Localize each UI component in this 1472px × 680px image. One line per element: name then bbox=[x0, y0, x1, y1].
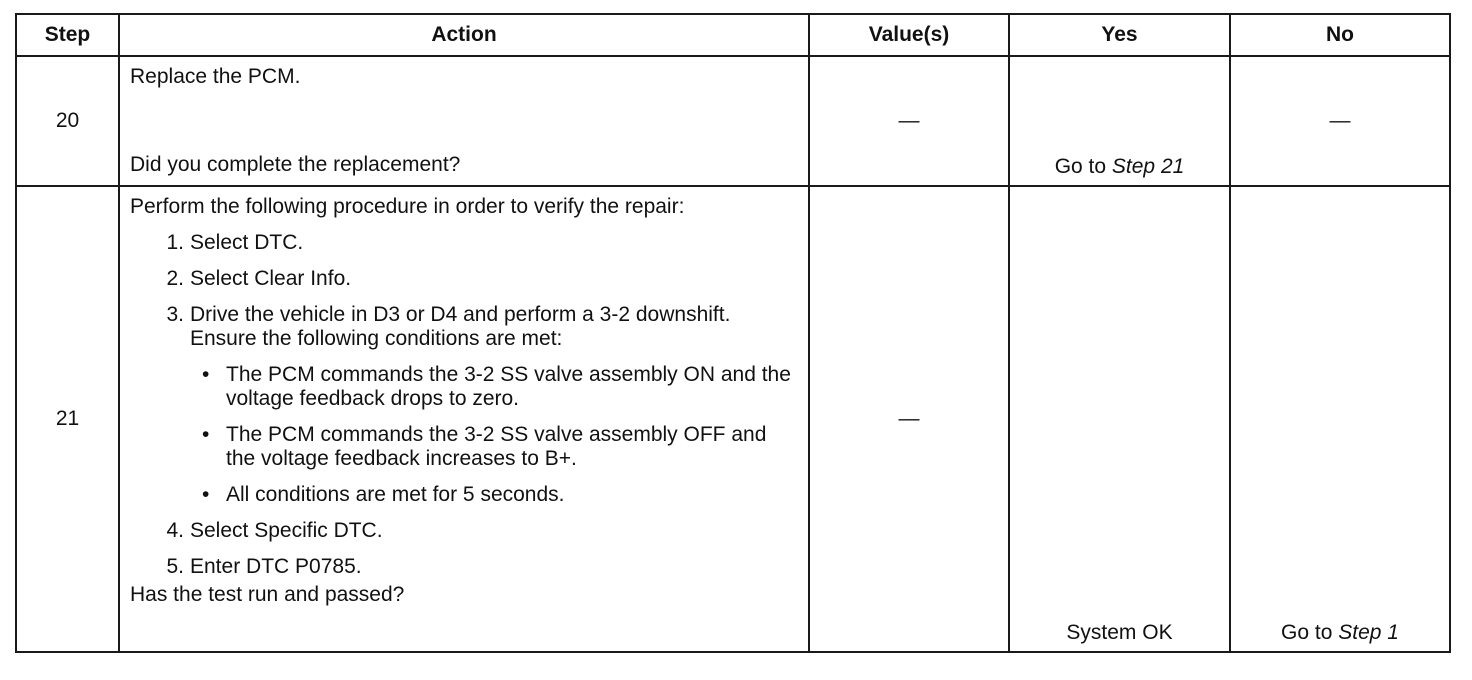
no-step-ref: Step 1 bbox=[1338, 621, 1399, 644]
no-cell bbox=[1230, 186, 1450, 652]
header-no: No bbox=[1230, 14, 1450, 56]
bullet-icon: • bbox=[202, 363, 210, 386]
header-row bbox=[16, 14, 1450, 56]
table-row bbox=[16, 186, 1450, 652]
list-text: Select Clear Info. bbox=[190, 267, 352, 290]
list-number: 2. bbox=[166, 267, 184, 290]
no-cell bbox=[1230, 56, 1450, 186]
value-cell bbox=[809, 56, 1009, 186]
bullet-icon: • bbox=[202, 423, 210, 446]
list-text: Drive the vehicle in D3 or D4 and perform a 3-2 downshift. Ensure the following conditions are met: bbox=[190, 303, 731, 350]
table-row bbox=[16, 56, 1450, 186]
step-number: 20 bbox=[16, 56, 119, 186]
action-cell bbox=[119, 186, 809, 652]
list-text: Select Specific DTC. bbox=[190, 519, 383, 542]
list-item bbox=[130, 231, 798, 255]
action-cell bbox=[119, 56, 809, 186]
list-number: 1. bbox=[166, 231, 184, 254]
header-action: Action bbox=[119, 14, 809, 56]
value-dash: — bbox=[898, 109, 920, 132]
header-values: Value(s) bbox=[809, 14, 1009, 56]
list-item bbox=[130, 303, 798, 507]
list-number: 4. bbox=[166, 519, 184, 542]
value-dash: — bbox=[898, 407, 920, 430]
list-number: 5. bbox=[166, 555, 184, 578]
list-item bbox=[190, 483, 798, 507]
yes-prefix: Go to bbox=[1054, 155, 1107, 178]
step-number: 21 bbox=[16, 186, 119, 652]
action-intro: Perform the following procedure in order to verify the repair: bbox=[130, 195, 685, 218]
list-item bbox=[190, 423, 798, 471]
list-item bbox=[130, 555, 798, 579]
diagnostic-table bbox=[15, 13, 1451, 653]
yes-cell bbox=[1009, 186, 1230, 652]
action-question: Did you complete the replacement? bbox=[130, 153, 461, 176]
action-text: Replace the PCM. bbox=[130, 65, 301, 88]
yes-step-ref: Step 21 bbox=[1111, 155, 1185, 178]
no-dash: — bbox=[1329, 109, 1351, 132]
list-item bbox=[130, 519, 798, 543]
condition-text: All conditions are met for 5 seconds. bbox=[226, 483, 565, 506]
list-text: Enter DTC P0785. bbox=[190, 555, 362, 578]
procedure-list bbox=[130, 231, 798, 579]
yes-result: System OK bbox=[1066, 621, 1173, 644]
condition-text: The PCM commands the 3-2 SS valve assembly OFF and the voltage feedback increases to B+. bbox=[226, 423, 767, 470]
list-number: 3. bbox=[166, 303, 184, 326]
yes-cell bbox=[1009, 56, 1230, 186]
list-text: Select DTC. bbox=[190, 231, 304, 254]
conditions-list bbox=[190, 363, 798, 507]
value-cell bbox=[809, 186, 1009, 652]
header-step: Step bbox=[16, 14, 119, 56]
header-yes: Yes bbox=[1009, 14, 1230, 56]
bullet-icon: • bbox=[202, 483, 210, 506]
condition-text: The PCM commands the 3-2 SS valve assembly ON and the voltage feedback drops to zero. bbox=[226, 363, 791, 410]
no-prefix: Go to bbox=[1281, 621, 1333, 644]
list-item bbox=[190, 363, 798, 411]
list-item bbox=[130, 267, 798, 291]
action-question: Has the test run and passed? bbox=[130, 583, 405, 606]
